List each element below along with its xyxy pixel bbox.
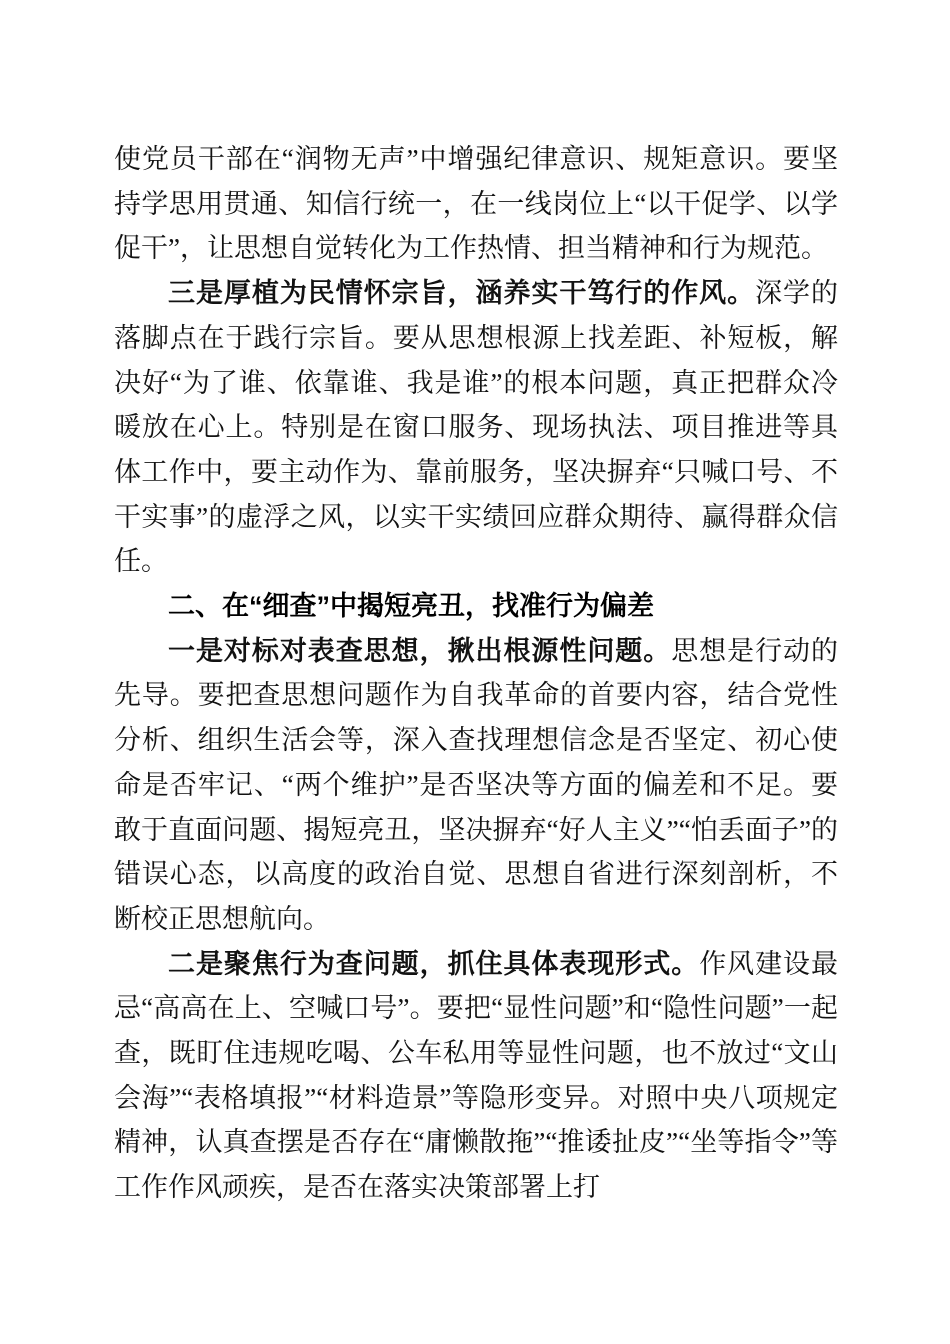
lead-in-text: 二是聚焦行为查问题，抓住具体表现形式。 <box>168 948 700 979</box>
heading-text: 二、在“细查”中揭短亮丑，找准行为偏差 <box>168 591 654 622</box>
body-text: 思想是行动的先导。要把查思想问题作为自我革命的首要内容，结合党性分析、组织生活会等，深入查找理想信念是否坚定、初心使命是否牢记、“两个维护”是否坚决等方面的偏差和不足。要敢于直面问题、揭短亮丑，坚决摒弃“好人主义”“怕丢面子”的错误心态，以高度的政治自觉、思想自省进行深刻剖析，不断校正思想航向。 <box>114 635 839 934</box>
section-heading <box>114 584 838 629</box>
lead-in-text: 三是厚植为民情怀宗旨，涵养实干笃行的作风。 <box>168 278 756 309</box>
paragraph <box>114 629 838 942</box>
paragraph <box>114 137 838 271</box>
body-text: 深学的落脚点在于践行宗旨。要从思想根源上找差距、补短板，解决好“为了谁、依靠谁、我是谁”的根本问题，真正把群众冷暖放在心上。特别是在窗口服务、现场执法、项目推进等具体工作中，要主动作为、靠前服务，坚决摒弃“只喊口号、不干实事”的虚浮之风，以实干实绩回应群众期待、赢得群众信任。 <box>114 278 839 577</box>
paragraph <box>114 942 838 1210</box>
body-text: 使党员干部在“润物无声”中增强纪律意识、规矩意识。要坚持学思用贯通、知信行统一，在一线岗位上“以干促学、以学促干”，让思想自觉转化为工作热情、担当精神和行为规范。 <box>114 144 838 264</box>
document-content <box>114 137 838 1210</box>
paragraph <box>114 271 838 584</box>
body-text: 作风建设最忌“高高在上、空喊口号”。要把“显性问题”和“隐性问题”一起查，既盯住违规吃喝、公车私用等显性问题，也不放过“文山会海”“表格填报”“材料造景”等隐形变异。对照中央八项规定精神，认真查摆是否存在“庸懒散拖”“推诿扯皮”“坐等指令”等工作作风顽疾，是否在落实决策部署上打 <box>114 948 839 1203</box>
lead-in-text: 一是对标对表查思想，揪出根源性问题。 <box>168 635 672 666</box>
